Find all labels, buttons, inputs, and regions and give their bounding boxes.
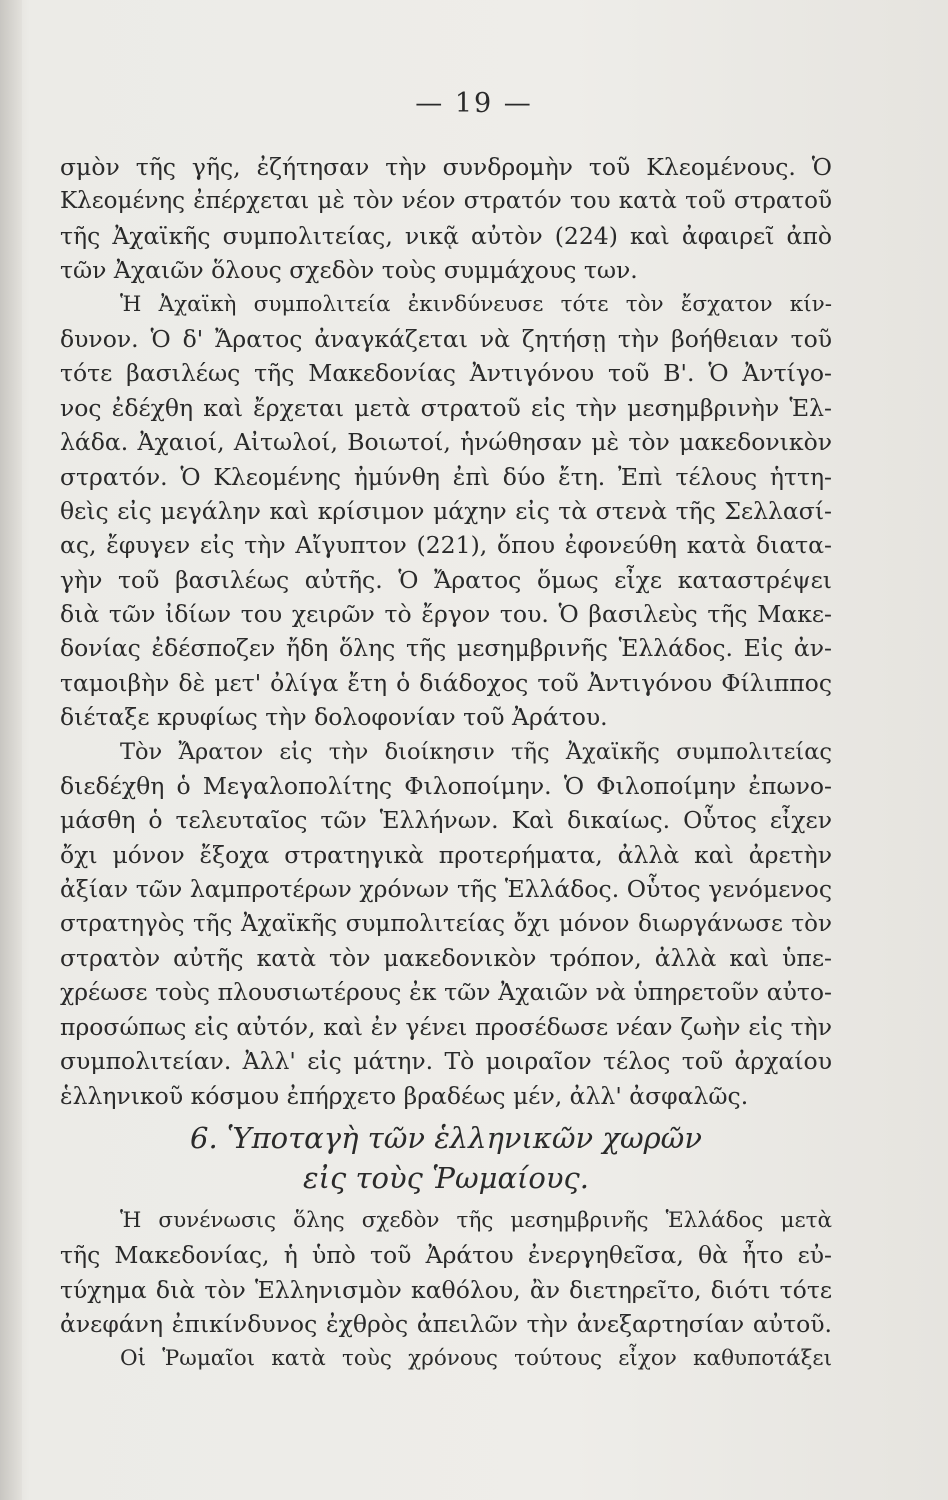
section-heading-line: εἰς τοὺς Ῥωμαίους.	[303, 1161, 589, 1195]
text-line: Οἱ Ῥωμαῖοι κατὰ τοὺς χρόνους τούτους εἶχον καθυποτάξει	[120, 1345, 832, 1371]
section-heading-line: 6. Ὑποταγὴ τῶν ἑλληνικῶν χωρῶν	[190, 1121, 702, 1155]
text-line: στρατηγὸς τῆς Ἀχαϊκῆς συμπολιτείας ὄχι μόνον διωργάνωσε τὸν	[60, 910, 832, 937]
text-line: θεὶς εἰς μεγάλην καὶ κρίσιμον μάχην εἰς τὰ στενὰ τῆς Σελλασί-	[60, 496, 832, 525]
text-line: ἑλληνικοῦ κόσμου ἐπήρχετο βραδέως μέν, ἀλλ' ἀσφαλῶς.	[60, 1081, 749, 1110]
text-line: τῶν Ἀχαιῶν ὅλους σχεδὸν τοὺς συμμάχους των.	[60, 256, 638, 285]
text-line: προσώπως εἰς αὐτόν, καὶ ἐν γένει προσέδωσε νέαν ζωὴν εἰς τὴν	[60, 1012, 832, 1041]
main-text-block	[60, 150, 832, 1113]
section-heading	[60, 1118, 832, 1198]
text-line: σμὸν τῆς γῆς, ἐζήτησαν τὴν συνδρομὴν τοῦ Κλεομένους. Ὁ	[60, 153, 832, 181]
text-line: λάδα. Ἀχαιοί, Αἰτωλοί, Βοιωτοί, ἡνώθησαν μὲ τὸν μακεδονικὸν	[60, 428, 832, 457]
text-line: ὄχι μόνον ἔξοχα στρατηγικὰ προτερήματα, ἀλλὰ καὶ ἀρετὴν	[60, 840, 832, 869]
text-line: διὰ τῶν ἰδίων του χειρῶν τὸ ἔργον του. Ὁ βασιλεὺς τῆς Μακε-	[60, 600, 832, 629]
text-line: διέταξε κρυφίως τὴν δολοφονίαν τοῦ Ἀράτου.	[60, 703, 608, 732]
text-line: Κλεομένης ἐπέρχεται μὲ τὸν νέον στρατόν του κατὰ τοῦ στρατοῦ	[60, 188, 832, 215]
text-line: μάσθη ὁ τελευταῖος τῶν Ἑλλήνων. Καὶ δικαίως. Οὗτος εἶχεν	[60, 806, 832, 835]
text-line: τῆς Μακεδονίας, ἡ ὑπὸ τοῦ Ἀράτου ἐνεργηθεῖσα, θὰ ἦτο εὐ-	[60, 1241, 832, 1270]
text-line: ἀξίαν τῶν λαμπροτέρων χρόνων τῆς Ἑλλάδος. Οὗτος γενόμενος	[60, 875, 832, 904]
text-line: τότε βασιλέως τῆς Μακεδονίας Ἀντιγόνου τοῦ Β'. Ὁ Ἀντίγο-	[60, 359, 832, 388]
text-line: ας, ἔφυγεν εἰς τὴν Αἴγυπτον (221), ὅπου ἐφονεύθη κατὰ διατα-	[60, 531, 832, 560]
text-line: τύχημα διὰ τὸν Ἑλληνισμὸν καθόλου, ἂν διετηρεῖτο, διότι τότε	[60, 1275, 832, 1304]
text-line: νος ἐδέχθη καὶ ἔρχεται μετὰ στρατοῦ εἰς τὴν μεσημβρινὴν Ἑλ-	[60, 393, 832, 422]
text-line: Τὸν Ἄρατον εἰς τὴν διοίκησιν τῆς Ἀχαϊκῆς συμπολιτείας	[120, 738, 832, 765]
text-line: Ἡ Ἀχαϊκὴ συμπολιτεία ἐκινδύνευσε τότε τὸν ἔσχατον κίν-	[120, 291, 832, 317]
page-number: — 19 —	[415, 88, 533, 119]
text-line: ἀνεφάνη ἐπικίνδυνος ἐχθρὸς ἀπειλῶν τὴν ἀνεξαρτησίαν αὐτοῦ.	[60, 1310, 832, 1339]
text-line: στρατόν. Ὁ Κλεομένης ἠμύνθη ἐπὶ δύο ἔτη. Ἐπὶ τέλους ἡττη-	[60, 462, 832, 491]
text-line: χρέωσε τοὺς πλουσιωτέρους ἐκ τῶν Ἀχαιῶν νὰ ὑπηρετοῦν αὐτο-	[60, 978, 832, 1007]
section-text-block	[60, 1204, 832, 1376]
text-line: δυνον. Ὁ δ' Ἄρατος ἀναγκάζεται νὰ ζητήσῃ τὴν βοήθειαν τοῦ	[60, 324, 832, 353]
text-line: γὴν τοῦ βασιλέως αὐτῆς. Ὁ Ἄρατος ὅμως εἶχε καταστρέψει	[60, 565, 832, 594]
text-line: συμπολιτείαν. Ἀλλ' εἰς μάτην. Τὸ μοιραῖον τέλος τοῦ ἀρχαίου	[60, 1047, 832, 1076]
text-line: τῆς Ἀχαϊκῆς συμπολιτείας, νικᾷ αὐτὸν (224) καὶ ἀφαιρεῖ ἀπὸ	[60, 221, 832, 250]
page-spine-shadow	[0, 0, 22, 1500]
text-line: διεδέχθη ὁ Μεγαλοπολίτης Φιλοποίμην. Ὁ Φιλοποίμην ἐπωνο-	[60, 772, 832, 801]
text-line: ταμοιβὴν δὲ μετ' ὀλίγα ἔτη ὁ διάδοχος τοῦ Ἀντιγόνου Φίλιππος	[60, 668, 832, 697]
text-line: στρατὸν αὐτῆς κατὰ τὸν μακεδονικὸν τρόπον, ἀλλὰ καὶ ὑπε-	[60, 943, 832, 972]
text-line: δονίας ἐδέσποζεν ἤδη ὅλης τῆς μεσημβρινῆς Ἑλλάδος. Εἰς ἀν-	[60, 634, 832, 663]
text-line: Ἡ συνένωσις ὅλης σχεδὸν τῆς μεσημβρινῆς Ἑλλάδος μετὰ	[120, 1208, 832, 1233]
